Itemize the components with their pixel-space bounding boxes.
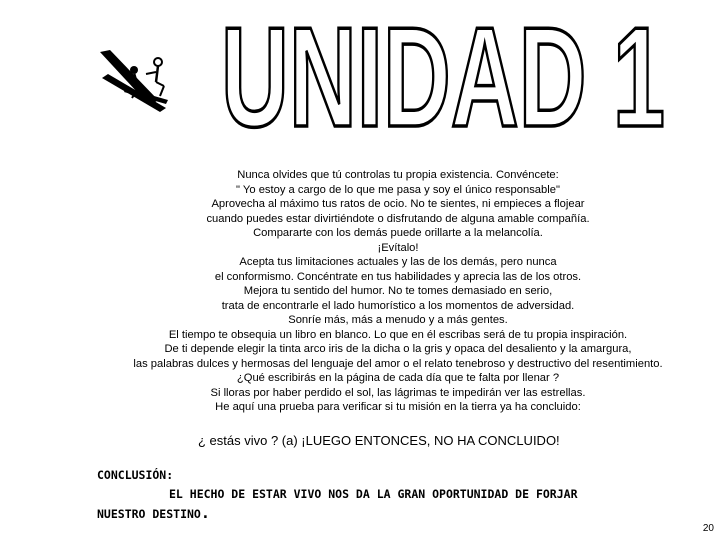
poem-text <box>60 168 720 415</box>
poem-line: Acepta tus limitaciones actuales y las de los demás, pero nunca <box>239 256 557 268</box>
poem-line: Compararte con los demás puede orillarte a la melancolía. <box>253 227 543 239</box>
poem-line: Aprovecha al máximo tus ratos de ocio. No te sientes, ni empieces a flojear <box>211 198 585 210</box>
poem-line: ¡Evítalo! <box>377 241 419 254</box>
question-line: ¿ estás vivo ? (a) ¡LUEGO ENTONCES, NO HA CONCLUIDO! <box>198 433 560 448</box>
page-number: 20 <box>702 523 714 534</box>
poem-line: trata de encontrarle el lado humorístico a los momentos de adversidad. <box>221 299 575 312</box>
poem-line: El tiempo te obsequia un libro en blanco. Lo que en él escribas será de tu propia inspiración. <box>168 328 628 341</box>
poem-line: He aquí una prueba para verificar si tu misión en la tierra ya ha concluido: <box>215 401 581 413</box>
conclusion-text: EL HECHO DE ESTAR VIVO NOS DA LA GRAN OPORTUNIDAD DE FORJAR <box>169 487 578 501</box>
poem-line: Sonríe más, más a menudo y a más gentes. <box>288 314 508 326</box>
poem-line: el conformismo. Concéntrate en tus habilidades y aprecia las de los otros. <box>214 270 582 283</box>
svg-text:UNIDAD 1: UNIDAD 1 <box>221 8 665 138</box>
poem-line: las palabras dulces y hermosas del lenguaje del amor o el relato tenebroso y destructivo del resentimiento. <box>133 357 663 370</box>
conclusion-block <box>97 466 697 524</box>
poem-line: cuando puedes estar divirtiéndote o disfrutando de alguna amable compañía. <box>206 212 590 225</box>
conclusion-text-end <box>97 504 697 524</box>
poem-line: " Yo estoy a cargo de lo que me pasa y soy el único responsable" <box>236 183 560 196</box>
conclusion-heading: CONCLUSIÓN: <box>97 468 174 482</box>
playground-seesaw-icon <box>98 48 176 112</box>
conclusion-end-mark: . <box>200 504 210 522</box>
poem-line: De ti depende elegir la tinta arco iris de la dicha o la gris y opaca del desaliento y la amargura, <box>164 343 632 355</box>
conclusion-text: NUESTRO DESTINO <box>97 507 201 521</box>
poem-line: Si lloras por haber perdido el sol, las lágrimas te impedirán ver las estrellas. <box>210 386 586 399</box>
poem-line: Mejora tu sentido del humor. No te tomes demasiado en serio, <box>243 285 553 297</box>
poem-line: Nunca olvides que tú controlas tu propia existencia. Convéncete: <box>237 169 559 181</box>
poem-line: ¿Qué escribirás en la página de cada día que te falta por llenar ? <box>236 372 560 384</box>
page-title <box>218 8 668 138</box>
